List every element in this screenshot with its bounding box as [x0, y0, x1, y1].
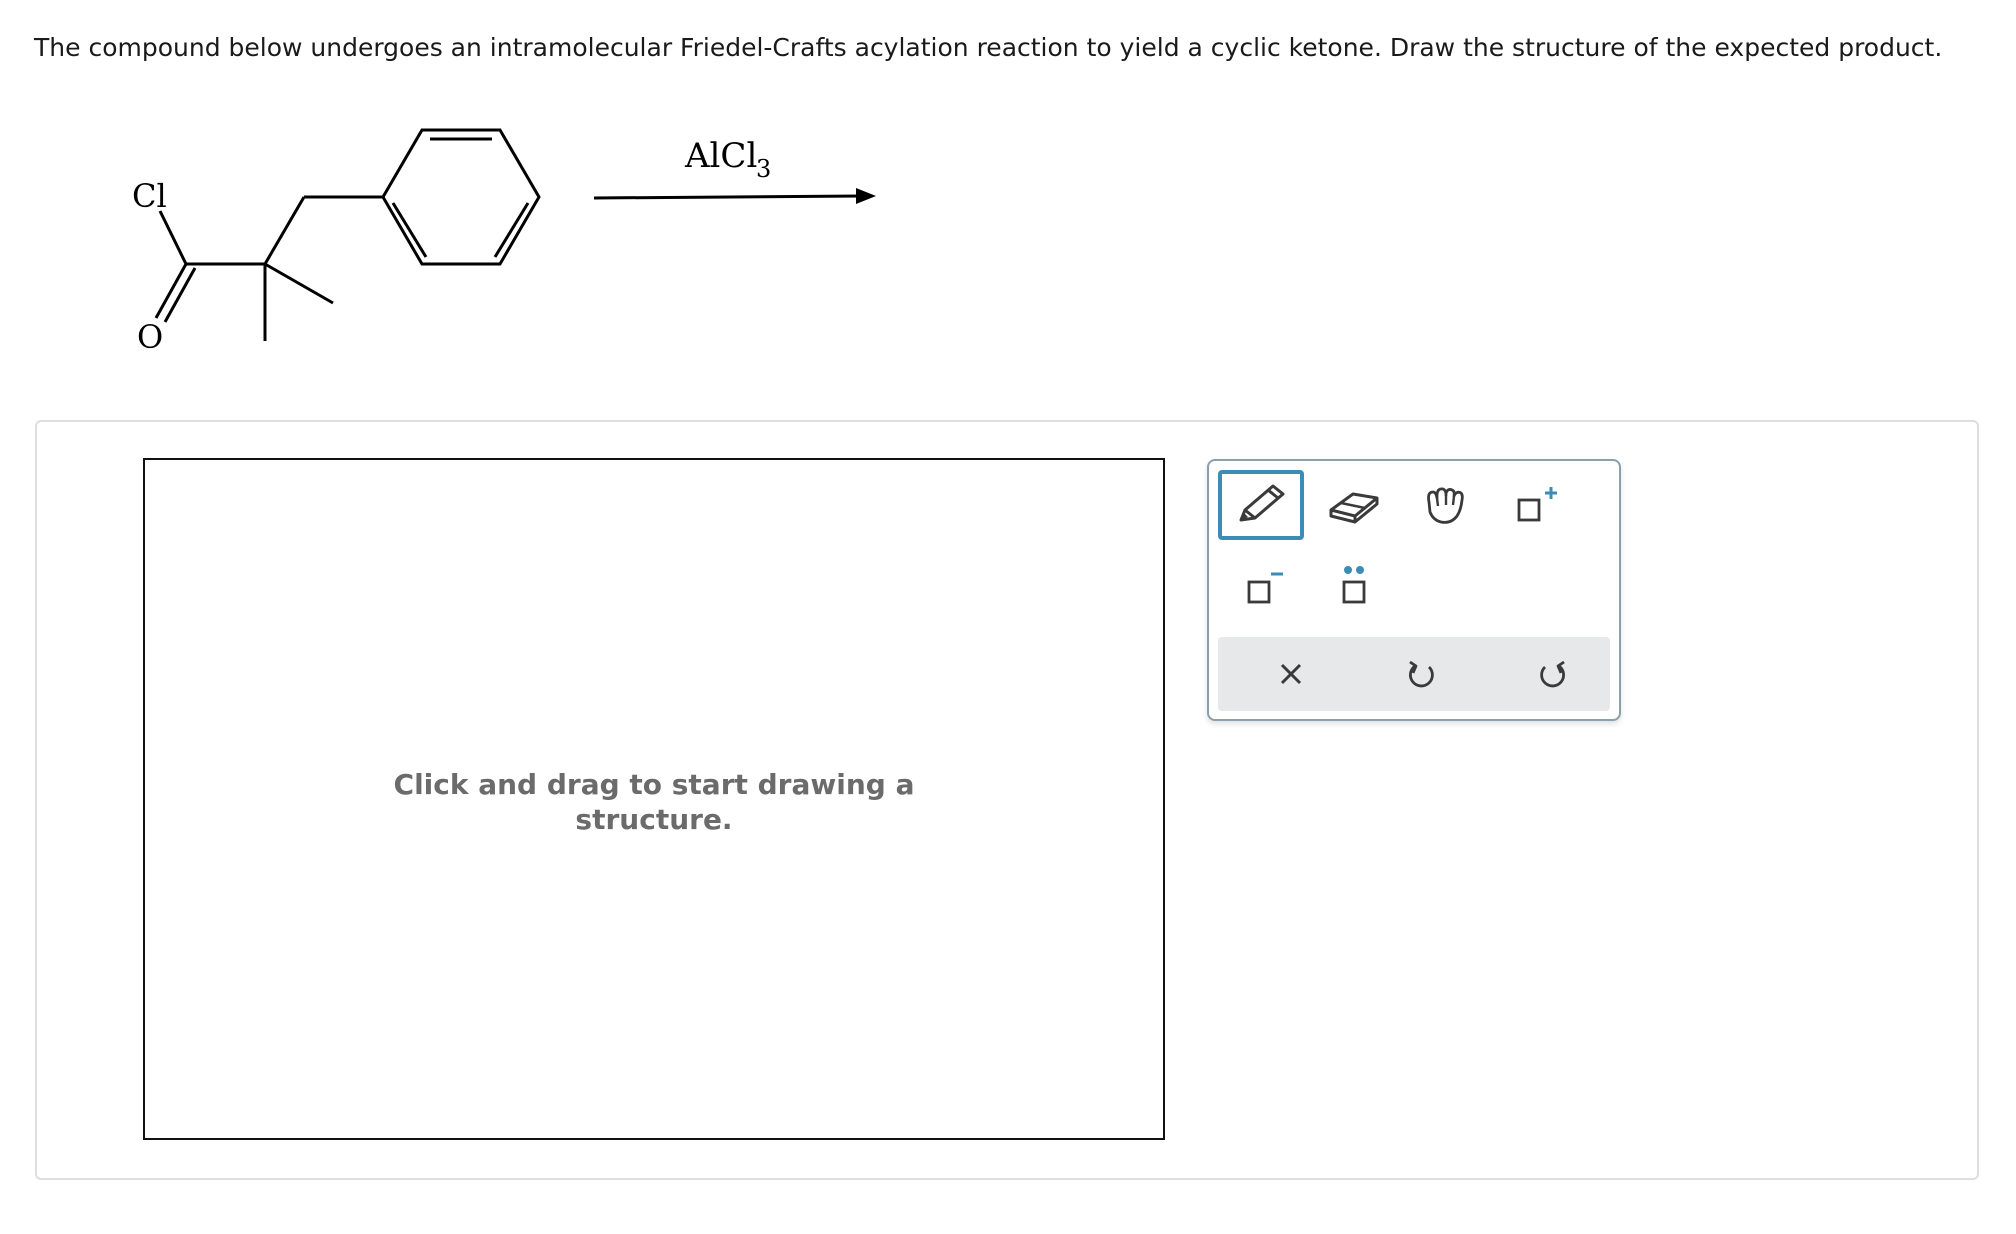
chlorine-label: Cl [132, 177, 167, 215]
oxygen-label: O [137, 318, 164, 356]
drawing-canvas[interactable] [143, 458, 1165, 1140]
drawing-toolbox [1207, 459, 1621, 721]
negative-charge-icon [1231, 562, 1291, 612]
positive-charge-icon [1507, 480, 1567, 530]
bond-methyl-right [265, 264, 333, 303]
bond-c-cl [160, 211, 186, 264]
action-bar [1218, 637, 1610, 711]
canvas-hint: Click and drag to start drawing a structure. [393, 768, 915, 836]
pencil-icon [1231, 480, 1291, 530]
move-tool-button[interactable] [1402, 470, 1488, 540]
reaction-arrow [594, 196, 862, 198]
question-text: The compound below undergoes an intramolecular Friedel-Crafts acylation reaction to yield a cyclic ketone. Draw the structure of the expected product. [34, 33, 1943, 62]
ring-double-bond-left [393, 203, 426, 257]
bond-chain [265, 197, 304, 264]
ring-double-bond-right [495, 203, 528, 257]
benzene-ring [383, 130, 539, 264]
eraser-tool-button[interactable] [1310, 470, 1396, 540]
lone-pair-icon [1323, 562, 1383, 612]
x-icon [1271, 654, 1311, 694]
redo-icon [1533, 654, 1573, 694]
reagent-label: AlCl [685, 136, 758, 176]
negative-charge-tool-button[interactable] [1218, 552, 1304, 622]
pencil-tool-button[interactable] [1218, 470, 1304, 540]
undo-button[interactable] [1378, 637, 1464, 711]
reactant-structure [100, 110, 900, 370]
redo-button[interactable] [1510, 637, 1596, 711]
clear-button[interactable] [1248, 637, 1334, 711]
undo-icon [1401, 654, 1441, 694]
reagent-subscript: 3 [756, 155, 772, 183]
arrow-head [856, 188, 876, 204]
positive-charge-tool-button[interactable] [1494, 470, 1580, 540]
hand-icon [1415, 480, 1475, 530]
eraser-icon [1323, 480, 1383, 530]
lone-pair-tool-button[interactable] [1310, 552, 1396, 622]
reaction-scheme [100, 110, 900, 370]
